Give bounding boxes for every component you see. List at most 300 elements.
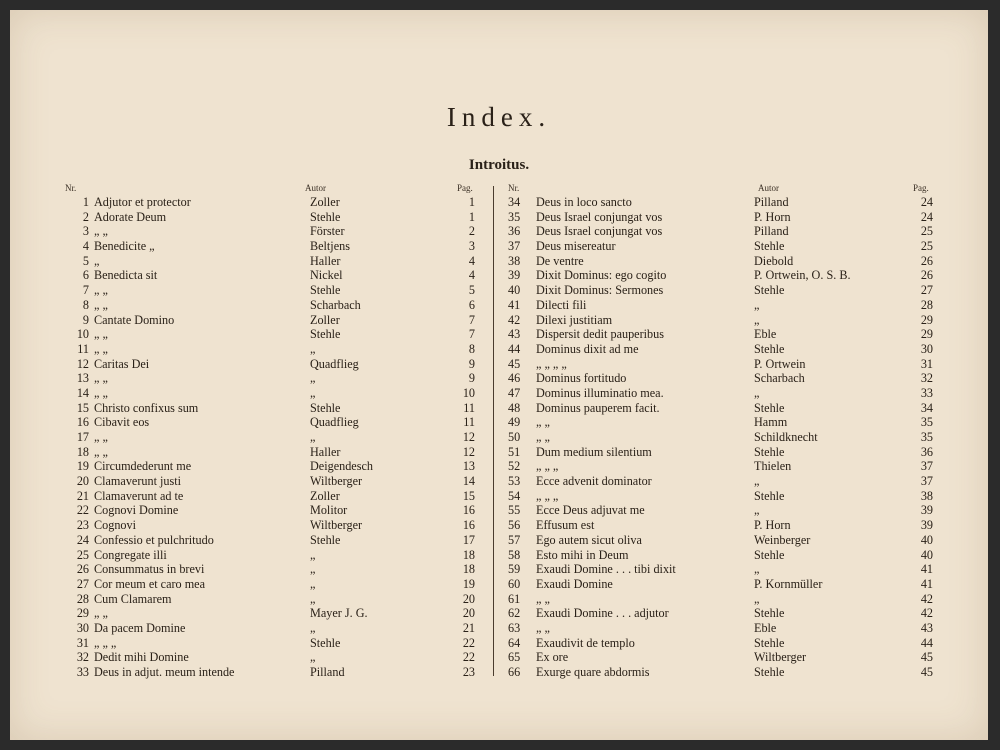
entry-number: 16: [76, 415, 89, 430]
entry-page: 38: [920, 488, 933, 503]
index-entry-row: [65, 298, 483, 313]
entry-title: „ „: [536, 591, 550, 606]
entry-title: Dixit Dominus: ego cogito: [536, 268, 667, 283]
index-entry-row: [508, 430, 933, 445]
entry-author: „: [310, 430, 316, 444]
index-entry-row: [508, 312, 933, 328]
entry-title: Dilecti fili: [536, 297, 587, 312]
entry-number: 10: [76, 327, 89, 342]
index-entry-row: [65, 239, 483, 254]
entry-author: Eble: [754, 620, 777, 635]
entry-author: Haller: [310, 444, 341, 459]
entry-page: 20: [462, 606, 475, 621]
entry-page: 28: [920, 297, 933, 312]
header-page: Pag.: [457, 183, 473, 193]
entry-author: Stehle: [754, 341, 785, 356]
index-entry-row: [65, 283, 483, 298]
entry-title: Ex ore: [536, 650, 569, 665]
index-entry-row: [65, 621, 483, 636]
entry-number: 36: [508, 224, 521, 239]
index-entry-row: [65, 254, 483, 269]
entry-author: „: [310, 341, 316, 356]
entry-author: „: [754, 474, 760, 489]
entry-title: Benedicta sit: [94, 268, 158, 283]
entry-page: 39: [920, 518, 933, 533]
index-entry-row: [65, 503, 483, 518]
entry-number: 20: [76, 474, 89, 489]
entry-author: Wiltberger: [310, 518, 363, 533]
entry-page: 29: [920, 312, 933, 327]
entry-title: Dedit mihi Domine: [94, 650, 189, 665]
entry-number: 35: [508, 209, 521, 224]
index-entry-row: [508, 356, 933, 372]
entry-title: Deus in adjut. meum intende: [94, 665, 235, 679]
entry-number: 62: [508, 606, 521, 621]
entry-page: 26: [920, 253, 933, 268]
entry-page: 23: [462, 665, 475, 679]
entry-title: Clamaverunt justi: [94, 474, 181, 489]
index-entry-row: [508, 209, 933, 225]
index-entry-row: [65, 210, 483, 225]
entry-number: 64: [508, 635, 521, 650]
entry-page: 41: [920, 562, 933, 577]
entry-author: Molitor: [310, 503, 348, 518]
entry-author: Stehle: [754, 444, 785, 459]
entry-number: 41: [508, 297, 521, 312]
index-entry-row: [508, 253, 933, 269]
entry-title: Benedicite „: [94, 239, 155, 254]
entry-author: Scharbach: [754, 371, 805, 386]
entry-author: P. Kornmüller: [754, 576, 823, 591]
entry-number: 30: [76, 620, 89, 635]
entry-author: Beltjens: [310, 239, 350, 254]
entry-number: 48: [508, 400, 521, 415]
entry-page: 35: [920, 415, 933, 430]
index-entry-row: [508, 547, 933, 563]
entry-title: Deus Israel conjungat vos: [536, 224, 663, 239]
entry-author: Schildknecht: [754, 430, 818, 444]
entry-author: Stehle: [310, 327, 341, 342]
entry-number: 13: [76, 371, 89, 386]
entry-page: 27: [920, 283, 933, 298]
entry-page: 22: [462, 650, 475, 665]
entry-page: 39: [920, 503, 933, 518]
index-entry-row: [65, 357, 483, 372]
entry-number: 9: [82, 312, 89, 327]
entry-title: Clamaverunt ad te: [94, 488, 184, 503]
index-entry-row: [508, 297, 933, 313]
entry-title: Exurge quare abdormis: [536, 665, 650, 679]
entry-number: 61: [508, 591, 521, 606]
entry-author: Zoller: [310, 312, 340, 327]
index-entry-row: [65, 401, 483, 416]
index-entry-row: [65, 562, 483, 577]
entry-title: Dispersit dedit pauperibus: [536, 327, 664, 342]
header-page: Pag.: [913, 183, 929, 193]
entry-page: 6: [468, 297, 475, 312]
entry-number: 23: [76, 518, 89, 533]
entry-number: 3: [82, 224, 89, 239]
page-title: Index.: [446, 102, 552, 132]
entry-author: Weinberger: [754, 532, 811, 547]
entry-page: 35: [920, 430, 933, 444]
entry-page: 12: [462, 430, 475, 444]
entry-author: Diebold: [754, 253, 794, 268]
entry-author: „: [310, 547, 316, 562]
entry-number: 1: [82, 195, 89, 209]
entry-number: 55: [508, 503, 521, 518]
entry-page: 41: [920, 576, 933, 591]
entry-page: 1: [468, 209, 475, 224]
index-entry-row: [508, 341, 933, 357]
entry-number: 14: [76, 385, 89, 400]
entry-author: „: [754, 562, 760, 577]
entry-number: 53: [508, 474, 521, 489]
entry-author: „: [310, 620, 316, 635]
entry-title: „ „: [536, 620, 550, 635]
index-entry-row: [508, 371, 933, 386]
entry-author: „: [754, 503, 760, 518]
entry-page: 36: [920, 444, 933, 459]
entry-number: 26: [76, 562, 89, 577]
index-entry-row: [508, 620, 933, 636]
entry-page: 44: [920, 635, 933, 650]
entry-page: 16: [462, 518, 475, 533]
entry-author: Stehle: [754, 606, 785, 621]
index-page: [10, 10, 988, 740]
section-title: Introitus.: [468, 157, 530, 173]
entry-page: 13: [462, 459, 475, 474]
entry-number: 46: [508, 371, 521, 386]
entry-author: P. Horn: [754, 518, 791, 533]
entry-page: 24: [920, 209, 933, 224]
entry-page: 8: [468, 341, 475, 356]
entry-page: 7: [468, 312, 475, 327]
entry-title: Exaudi Domine . . . tibi dixit: [536, 562, 676, 577]
entry-page: 11: [463, 415, 475, 430]
index-entry-row: [508, 327, 933, 342]
entry-author: Quadflieg: [310, 356, 359, 371]
entry-author: Stehle: [310, 635, 341, 650]
entry-title: Dominus dixit ad me: [536, 341, 639, 356]
index-entry-row: [508, 562, 933, 577]
entry-author: „: [754, 312, 760, 327]
index-entry-row: [508, 576, 933, 592]
entry-author: Haller: [310, 253, 341, 268]
entry-title: „ „: [94, 341, 108, 356]
entry-author: P. Horn: [754, 209, 791, 224]
entry-page: 20: [462, 591, 475, 606]
entry-author: P. Ortwein, O. S. B.: [754, 268, 851, 283]
entry-number: 8: [82, 297, 89, 312]
entry-title: Consummatus in brevi: [94, 562, 205, 577]
index-entry-row: [508, 400, 933, 416]
entry-title: Dominus fortitudo: [536, 371, 627, 386]
entry-number: 52: [508, 459, 521, 474]
index-entry-row: [508, 532, 933, 548]
entry-title: „: [94, 253, 100, 268]
entry-title: Deus in loco sancto: [536, 195, 632, 209]
entry-number: 27: [76, 576, 89, 591]
entry-number: 11: [77, 341, 89, 356]
entry-author: Wiltberger: [310, 474, 363, 489]
entry-title: „ „ „: [536, 488, 559, 503]
entry-author: Pilland: [310, 665, 345, 679]
entry-author: Stehle: [754, 635, 785, 650]
entry-title: Cognovi Domine: [94, 503, 179, 518]
entry-author: Pilland: [754, 224, 789, 239]
entry-author: Stehle: [310, 283, 341, 298]
entry-number: 21: [76, 488, 89, 503]
entry-number: 33: [76, 665, 89, 679]
entry-author: Deigendesch: [310, 459, 373, 474]
entry-title: Adorate Deum: [94, 209, 167, 224]
entry-page: 17: [462, 532, 475, 547]
entry-number: 24: [76, 532, 89, 547]
entry-title: Congregate illi: [94, 547, 167, 562]
entry-page: 25: [920, 224, 933, 239]
entry-number: 43: [508, 327, 521, 342]
index-entry-row: [508, 224, 933, 239]
index-entry-row: [65, 489, 483, 504]
entry-page: 31: [920, 356, 933, 371]
entry-author: P. Ortwein: [754, 356, 806, 371]
entry-page: 1: [468, 195, 475, 209]
entry-number: 39: [508, 268, 521, 283]
entry-author: Eble: [754, 327, 777, 342]
entry-title: Cibavit eos: [94, 415, 150, 430]
index-entry-row: [65, 636, 483, 651]
entry-author: Wiltberger: [754, 650, 807, 665]
entry-number: 4: [82, 239, 89, 254]
entry-page: 37: [920, 474, 933, 489]
index-entry-row: [65, 268, 483, 283]
index-entry-row: [65, 474, 483, 489]
entry-author: Thielen: [754, 459, 792, 474]
entry-page: 42: [920, 591, 933, 606]
entry-author: Zoller: [310, 488, 340, 503]
entry-title: Dixit Dominus: Sermones: [536, 283, 664, 298]
index-entry-row: [508, 459, 933, 474]
entry-title: Dum medium silentium: [536, 444, 652, 459]
index-entry-row: [508, 591, 933, 607]
entry-page: 7: [468, 327, 475, 342]
entry-author: Scharbach: [310, 297, 361, 312]
entry-number: 12: [76, 356, 89, 371]
entry-number: 15: [76, 400, 89, 415]
entry-title: Caritas Dei: [94, 356, 150, 371]
entry-page: 22: [462, 635, 475, 650]
entry-title: Ecce advenit dominator: [536, 474, 652, 489]
entry-page: 42: [920, 606, 933, 621]
entry-page: 19: [462, 576, 475, 591]
entry-title: De ventre: [536, 253, 584, 268]
index-entry-row: [65, 342, 483, 357]
entry-author: Stehle: [310, 209, 341, 224]
entry-title: Dilexi justitiam: [536, 312, 613, 327]
entry-title: Exaudivit de templo: [536, 635, 635, 650]
entry-page: 16: [462, 503, 475, 518]
entry-author: „: [310, 385, 316, 400]
entry-page: 30: [920, 341, 933, 356]
entry-author: „: [310, 650, 316, 665]
entry-author: „: [754, 385, 760, 400]
entry-page: 40: [920, 532, 933, 547]
entry-title: „ „: [94, 385, 108, 400]
entry-page: 26: [920, 268, 933, 283]
entry-number: 63: [508, 620, 521, 635]
entry-title: Christo confixus sum: [94, 400, 199, 415]
index-entry-row: [65, 415, 483, 430]
entry-number: 34: [508, 195, 521, 209]
entry-page: 11: [463, 400, 475, 415]
index-entry-row: [65, 327, 483, 342]
entry-author: Stehle: [754, 283, 785, 298]
entry-page: 9: [468, 371, 475, 386]
entry-author: Mayer J. G.: [310, 606, 368, 621]
entry-title: „ „ „ „: [536, 356, 567, 371]
entry-number: 22: [76, 503, 89, 518]
entry-number: 47: [508, 385, 521, 400]
index-entry-row: [65, 371, 483, 386]
entry-author: Quadflieg: [310, 415, 359, 430]
entry-title: Esto mihi in Deum: [536, 547, 629, 562]
index-entry-row: [65, 533, 483, 548]
entry-page: 32: [920, 371, 933, 386]
entry-page: 29: [920, 327, 933, 342]
entry-title: Dominus pauperem facit.: [536, 400, 660, 415]
entry-page: 33: [920, 385, 933, 400]
entry-title: Circumdederunt me: [94, 459, 192, 474]
index-entry-row: [65, 224, 483, 239]
index-entry-row: [508, 385, 933, 401]
header-nr: Nr.: [508, 183, 520, 193]
entry-title: „ „: [536, 430, 550, 444]
entry-author: Hamm: [754, 415, 788, 430]
entry-author: Stehle: [754, 488, 785, 503]
index-entry-row: [508, 239, 933, 254]
entry-number: 25: [76, 547, 89, 562]
entry-title: Dominus illuminatio mea.: [536, 385, 664, 400]
entry-number: 54: [508, 488, 521, 503]
index-entry-row: [508, 606, 933, 621]
entry-page: 14: [462, 474, 475, 489]
index-column-left: [65, 183, 483, 680]
entry-number: 56: [508, 518, 521, 533]
entry-number: 17: [76, 430, 89, 444]
column-divider: [493, 186, 494, 676]
entry-page: 4: [468, 253, 475, 268]
entry-page: 34: [920, 400, 933, 415]
entry-number: 42: [508, 312, 521, 327]
header-author: Autor: [758, 183, 779, 193]
index-entry-row: [65, 577, 483, 592]
entry-author: Nickel: [310, 268, 343, 283]
entry-page: 40: [920, 547, 933, 562]
entry-author: Stehle: [754, 665, 785, 679]
entry-author: Stehle: [310, 400, 341, 415]
header-author: Autor: [305, 183, 326, 193]
entry-page: 37: [920, 459, 933, 474]
index-entry-row: [508, 415, 933, 430]
entry-number: 59: [508, 562, 521, 577]
entry-author: „: [754, 297, 760, 312]
entry-title: Deus misereatur: [536, 239, 616, 254]
entry-title: Exaudi Domine: [536, 576, 613, 591]
entry-page: 18: [462, 547, 475, 562]
entry-number: 65: [508, 650, 521, 665]
entry-title: Deus Israel conjungat vos: [536, 209, 663, 224]
entry-page: 25: [920, 239, 933, 254]
entry-author: Stehle: [754, 547, 785, 562]
entry-title: Adjutor et protector: [94, 195, 191, 209]
entry-page: 10: [462, 385, 475, 400]
entry-title: „ „: [94, 224, 108, 239]
entry-title: Exaudi Domine . . . adjutor: [536, 606, 669, 621]
entry-title: „ „: [94, 297, 108, 312]
entry-author: „: [754, 591, 760, 606]
entry-title: „ „: [94, 283, 108, 298]
entry-author: Pilland: [754, 195, 789, 209]
entry-page: 43: [920, 620, 933, 635]
entry-page: 2: [468, 224, 475, 239]
index-entry-row: [508, 268, 933, 283]
entry-page: 12: [462, 444, 475, 459]
entry-number: 2: [82, 209, 89, 224]
entry-page: 45: [920, 650, 933, 665]
entry-number: 29: [76, 606, 89, 621]
index-entry-row: [65, 445, 483, 460]
entry-title: „ „: [94, 606, 108, 621]
entry-page: 18: [462, 562, 475, 577]
index-entry-row: [65, 606, 483, 621]
entry-number: 66: [508, 665, 521, 679]
entry-title: Confessio et pulchritudo: [94, 532, 214, 547]
index-entry-row: [508, 665, 933, 680]
index-entry-row: [508, 195, 933, 210]
entry-author: Zoller: [310, 195, 340, 209]
index-entry-row: [65, 665, 483, 680]
entry-number: 58: [508, 547, 521, 562]
entry-number: 60: [508, 576, 521, 591]
entry-title: Cognovi: [94, 518, 136, 533]
index-entry-row: [508, 474, 933, 489]
entry-title: Cor meum et caro mea: [94, 576, 205, 591]
entry-number: 31: [76, 635, 89, 650]
entry-author: „: [310, 562, 316, 577]
entry-title: Ecce Deus adjuvat me: [536, 503, 645, 518]
entry-title: „ „: [94, 371, 108, 386]
entry-author: Stehle: [754, 400, 785, 415]
index-entry-row: [508, 283, 933, 298]
index-entry-row: [508, 650, 933, 665]
index-entry-row: [65, 313, 483, 328]
index-entry-row: [508, 503, 933, 518]
entry-title: Cum Clamarem: [94, 591, 172, 606]
entry-page: 45: [920, 665, 933, 679]
entry-title: „ „: [536, 415, 550, 430]
entry-page: 4: [468, 268, 475, 283]
entry-title: „ „ „: [536, 459, 559, 474]
entry-title: Cantate Domino: [94, 312, 175, 327]
entry-author: „: [310, 371, 316, 386]
entry-author: Stehle: [754, 239, 785, 254]
entry-page: 15: [462, 488, 475, 503]
entry-page: 21: [462, 620, 475, 635]
entry-title: „ „: [94, 430, 108, 444]
index-entry-row: [508, 488, 933, 504]
entry-number: 32: [76, 650, 89, 665]
